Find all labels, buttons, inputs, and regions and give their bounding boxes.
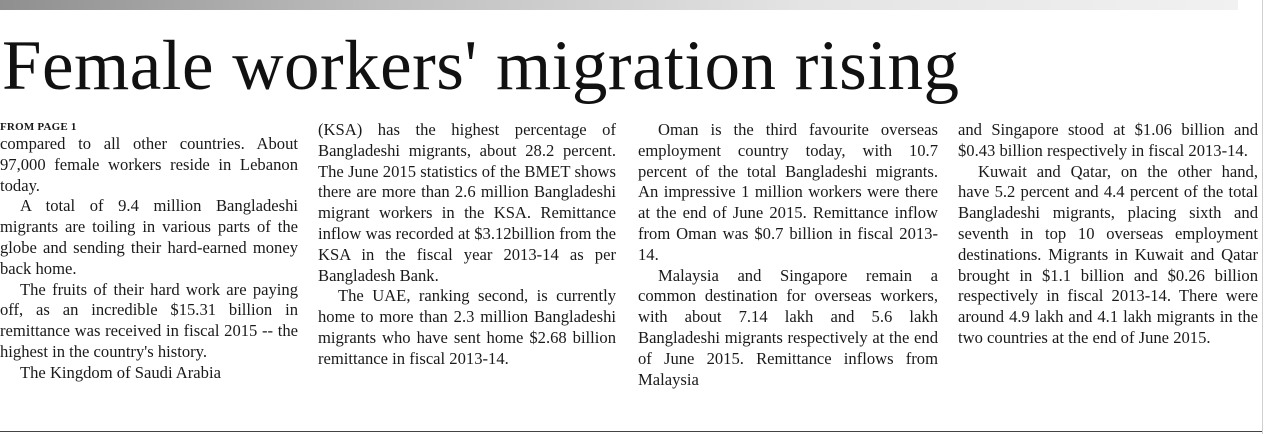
paragraph: A total of 9.4 million Bangladeshi migrants are toiling in various parts of the globe and sending their hard-earned money back home. [0,196,298,278]
paragraph: compared to all other countries. About 97,000 female workers reside in Lebanon today. [0,134,298,195]
top-gradient-bar [0,0,1238,10]
paragraph: Kuwait and Qatar, on the other hand, have 5.2 percent and 4.4 percent of the total Bangladeshi migrants, placing sixth and seventh in top 10 overseas employment destinations. Migrants in Kuwait and Qatar brought in $1.1 billion and $0.26 billion respectively in fiscal 2013-14. There were around 4.9 lakh and 4.1 lakh migrants in the two countries at the end of June 2015. [958,161,1258,347]
article-column-1 [0,120,298,420]
paragraph: The Kingdom of Saudi Arabia [20,362,221,382]
article-column-3 [638,120,938,420]
right-border-rule [1262,0,1263,434]
continuation-kicker: FROM PAGE 1 [0,121,77,133]
paragraph: (KSA) has the highest percentage of Bangladeshi migrants, about 28.2 percent. The June 2015 statistics of the BMET shows there are more than 2.6 million Bangladeshi migrant workers in the KSA. Remittance inflow was recorded at $3.12billion from the KSA in the fiscal year 2013-14 as per Bangladesh Bank. [318,120,616,285]
paragraph: and Singapore stood at $1.06 billion and $0.43 billion respectively in fiscal 2013-14. [958,120,1258,160]
paragraph: The UAE, ranking second, is currently home to more than 2.3 million Bangladeshi migrants who have sent home $2.68 billion remittance in fiscal 2013-14. [318,286,616,368]
headline: Female workers' migration rising [2,27,960,105]
article-column-4 [958,120,1258,420]
bottom-border-rule [0,431,1262,432]
article-column-2 [318,120,616,420]
paragraph: Malaysia and Singapore remain a common destination for overseas workers, with about 7.14 lakh and 5.6 lakh Bangladeshi migrants respectively at the end of June 2015. Remittance inflows from Malaysia [638,265,938,389]
paragraph: The fruits of their hard work are paying off, as an incredible $15.31 billion in remittance was received in fiscal 2015 -- the highest in the country's history. [0,279,298,361]
paragraph: Oman is the third favourite overseas employment country today, with 10.7 percent of the total Bangladeshi migrants. An impressive 1 million workers were there at the end of June 2015. Remittance inflow from Oman was $0.7 billion in fiscal 2013-14. [638,120,938,264]
